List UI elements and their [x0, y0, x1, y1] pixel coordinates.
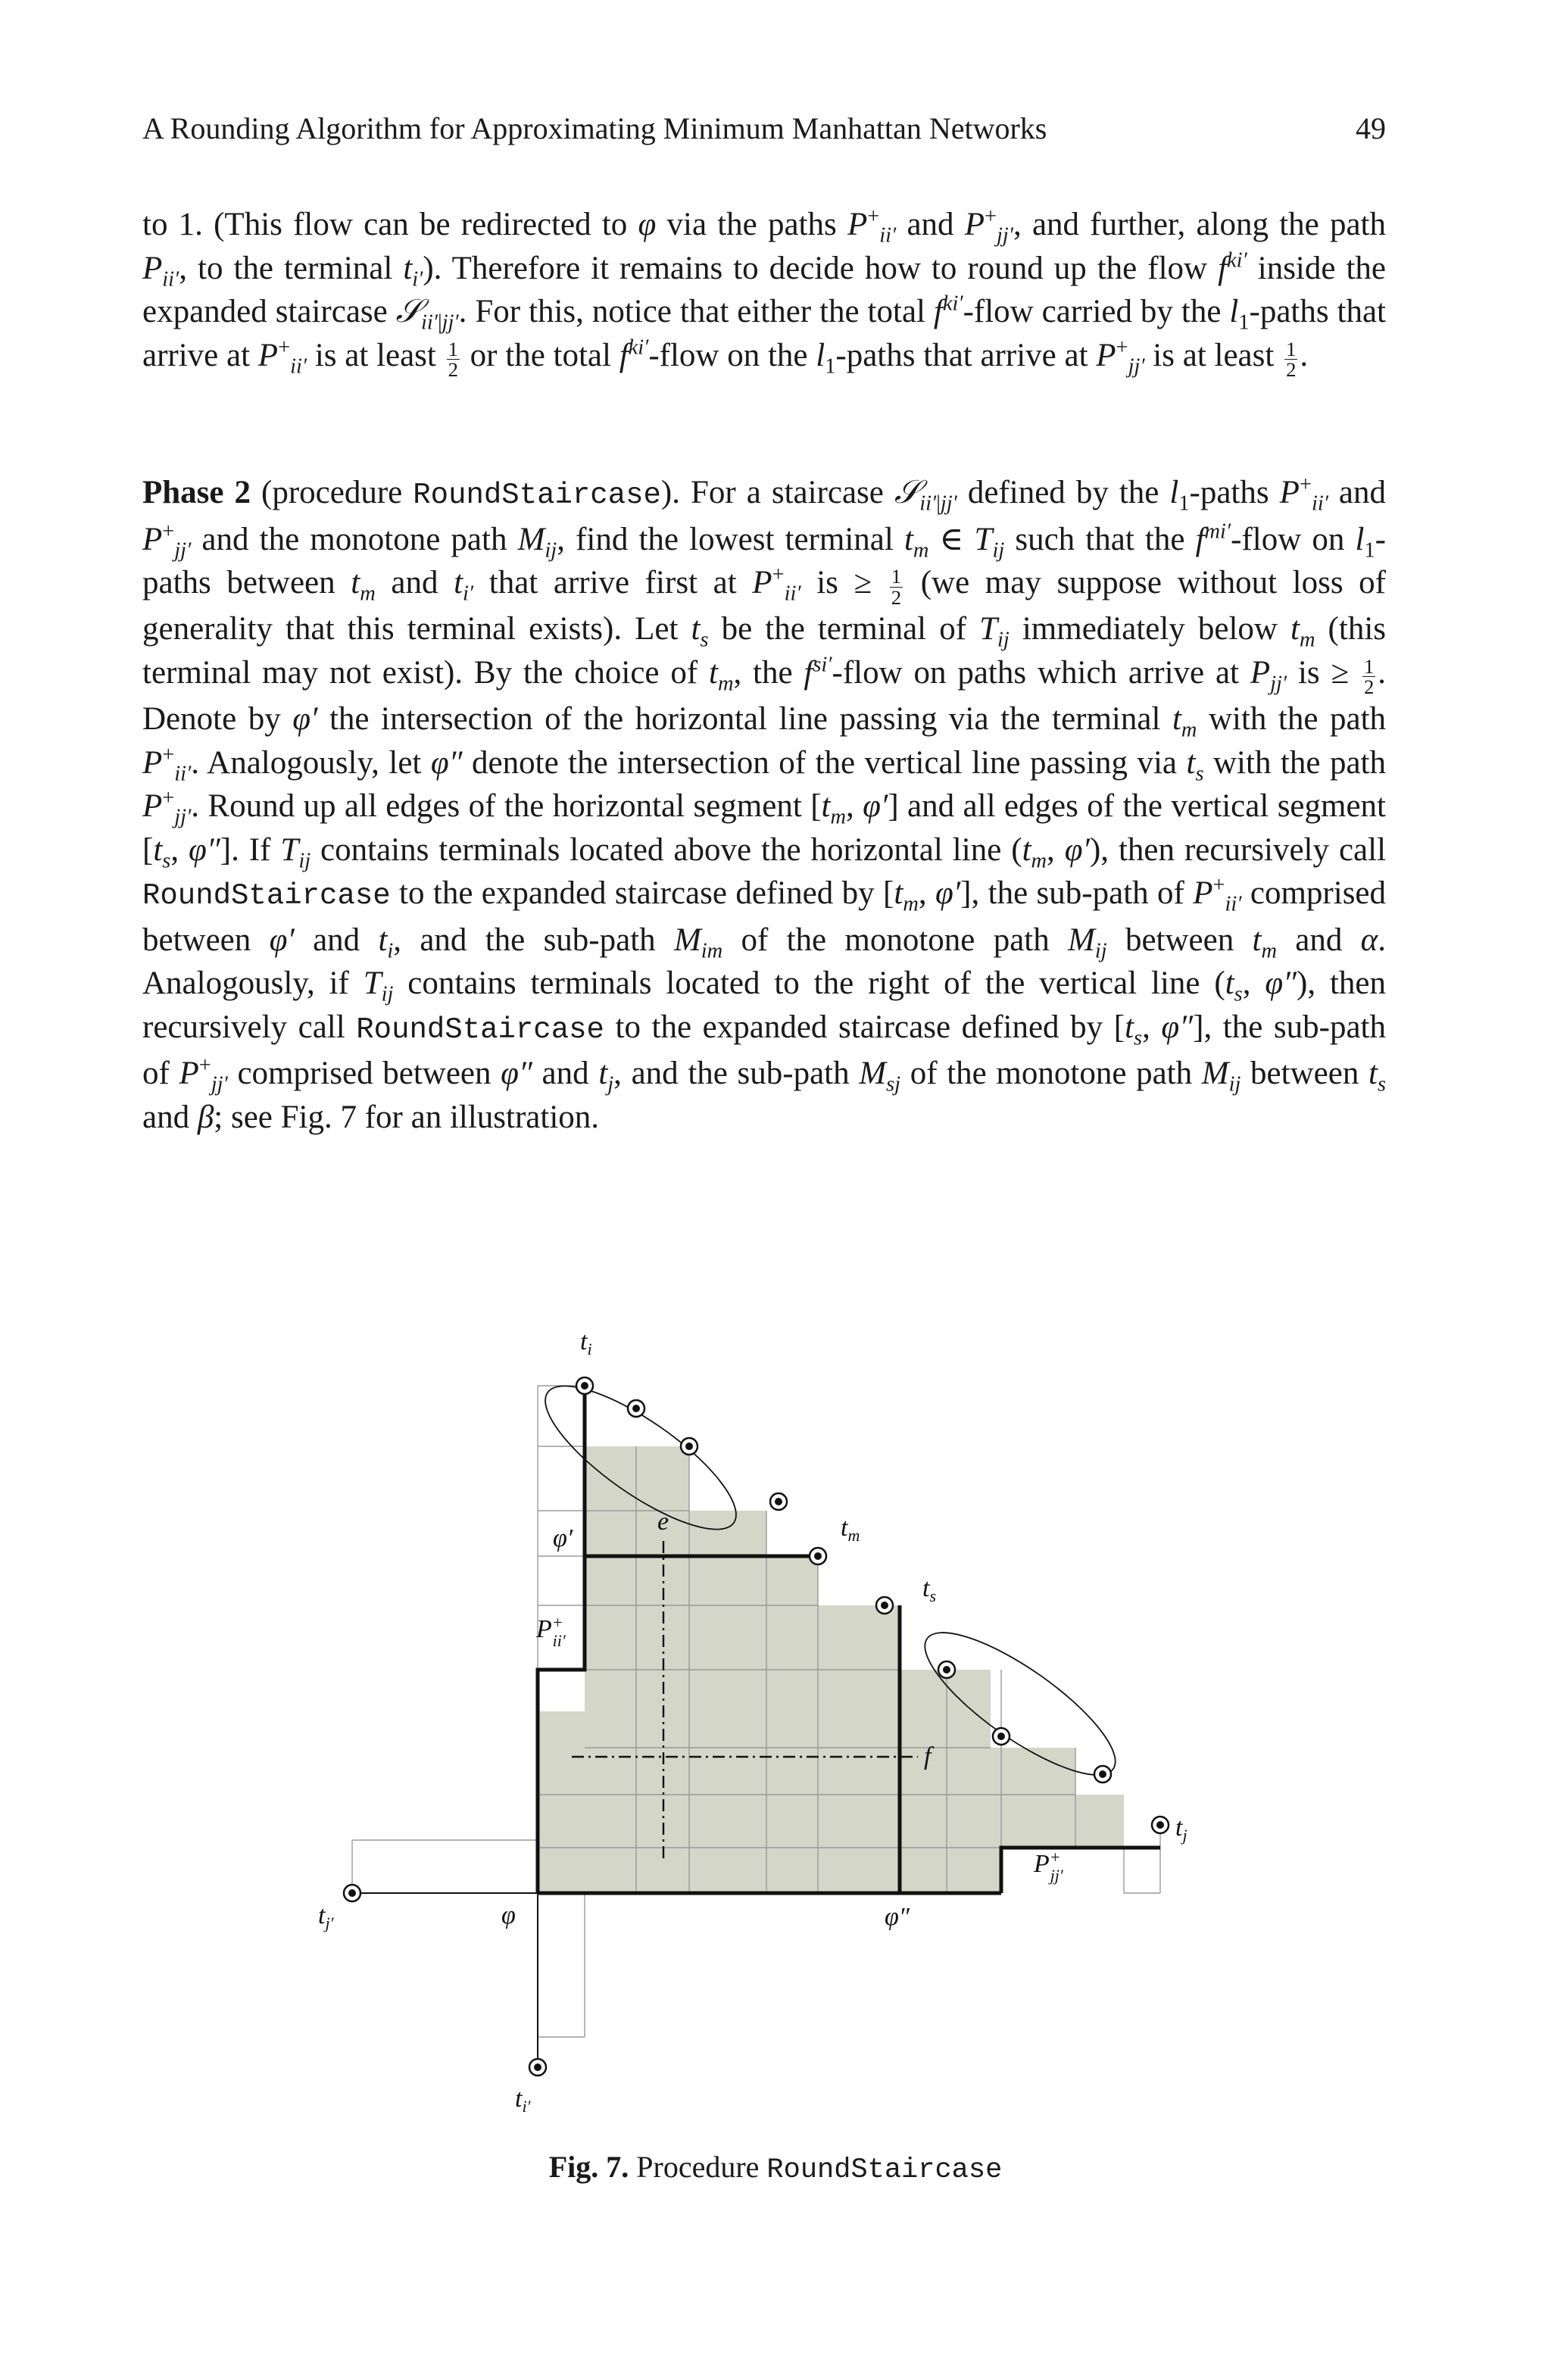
page-number: 49	[1356, 111, 1386, 145]
label-t-i-prime: $t_{i'}$	[515, 2085, 531, 2113]
terminal-upper-3	[770, 1493, 787, 1510]
label-t-i: $t_i$	[580, 1327, 592, 1358]
terminal-t-s	[876, 1597, 893, 1614]
phase-2-label: Phase 2	[142, 475, 251, 510]
terminal-lower-2	[993, 1728, 1010, 1745]
path-P-jj-prime	[1001, 1848, 1160, 1893]
terminal-upper-2	[681, 1438, 697, 1455]
label-f: f	[924, 1742, 932, 1770]
label-t-m: $t_m$	[841, 1514, 860, 1545]
caption-procedure: RoundStaircase	[766, 2154, 1003, 2186]
terminal-lower-1	[938, 1661, 955, 1678]
label-P-ii-prime: P+ ii′	[536, 1613, 566, 1650]
paragraph-1: to 1. (This flow can be redirected to φ via the paths $P^+_{ii'}$ and $P^+_{jj'}$, and further, along the path $P_{ii'}$, to the terminal $t_{i'}$). Therefore it remains to decide how to round up the flow $f^{ki'}$ inside the expanded staircase 𝒮$_{ii'|jj'}$. For this, notice that either the total $f^{ki'}$-flow carried by the $l_1$-paths that arrive at $P^+_{ii'}$ is at least $\frac{1}{2}$ or the total $f^{ki'}$-flow on the $l_1$-paths that arrive at $P^+_{jj'}$ is at least $\frac{1}{2}$ .	[142, 204, 1387, 382]
figure-caption: Fig. 7. Procedure RoundStaircase	[548, 2150, 1003, 2186]
terminal-t-i	[576, 1377, 593, 1394]
caption-label: Fig. 7.	[548, 2150, 629, 2184]
terminal-t-m	[810, 1548, 826, 1564]
procedure-name: RoundStaircase	[413, 479, 661, 512]
running-title: A Rounding Algorithm for Approximating Minimum Manhattan Networks	[142, 111, 1047, 145]
label-phi: φ	[501, 1901, 516, 1929]
label-t-j-prime: $t_{j'}$	[318, 1901, 334, 1932]
terminal-t-i-prime	[529, 2059, 546, 2076]
label-phi-dprime: φ″	[885, 1903, 910, 1931]
terminal-t-j	[1152, 1817, 1169, 1833]
label-phi-prime: φ′	[553, 1524, 573, 1552]
label-P-jj-prime: P+ jj′	[1034, 1848, 1063, 1885]
terminal-t-j-prime	[344, 1885, 360, 1901]
label-e: e	[657, 1508, 669, 1536]
terminal-upper-1	[628, 1400, 644, 1417]
figure-7-diagram	[288, 1310, 1272, 2113]
label-t-j: $t_j$	[1175, 1814, 1187, 1845]
paragraph-2: Phase 2 (procedure RoundStaircase). For a staircase 𝒮$_{ii'|jj'}$ defined by the $l_1$-paths $P^+_{ii'}$ and $P^+_{jj'}$ and the monotone path $M_{ij}$, find the lowest terminal $t_m$ ∈ $T_{ij}$ such that the $f^{mi'}$-flow on $l_1$-paths between $t_m$ and $t_{i'}$ that arrive first at $P^+_{ii'}$ is ≥ $\frac{1}{2}$ (we may suppose without loss of generality that this terminal exists). Let $t_s$ be the terminal of $T_{ij}$ immediately below $t_m$ (this terminal may not exist). By the choice of $t_m$, the $f^{si'}$-flow on paths which arrive at $P_{jj'}$ is ≥ $\frac{1}{2}$ . Denote by φ′ the intersection of the horizontal line passing via the terminal $t_m$ with the path $P^+_{ii'}$. Analogously, let φ″ denote the intersection of the vertical line passing via $t_s$ with the path $P^+_{jj'}$. Round up all edges of the horizontal segment [$t_m$, φ′] and all edges of the vertical segment [$t_s$, φ″]. If $T_{ij}$ contains terminals located above the horizontal line ($t_m$, φ′), then recursively call RoundStaircase to the expanded staircase defined by [$t_m$, φ′], the sub-path of $P^+_{ii'}$ comprised between φ′ and $t_i$, and the sub-path $M_{im}$ of the monotone path $M_{ij}$ between $t_m$ and α. Analogously, if $T_{ij}$ contains terminals located to the right of the vertical line ($t_s$, φ″), then recursively call RoundStaircase to the expanded staircase defined by [$t_s$, φ″], the sub-path of $P^+_{jj'}$ comprised between φ″ and $t_j$, and the sub-path $M_{sj}$ of the monotone path $M_{ij}$ between $t_s$ and β; see Fig. 7 for an illustration.	[142, 473, 1387, 1135]
terminal-lower-3	[1094, 1766, 1111, 1783]
label-t-s: $t_s$	[922, 1574, 937, 1605]
